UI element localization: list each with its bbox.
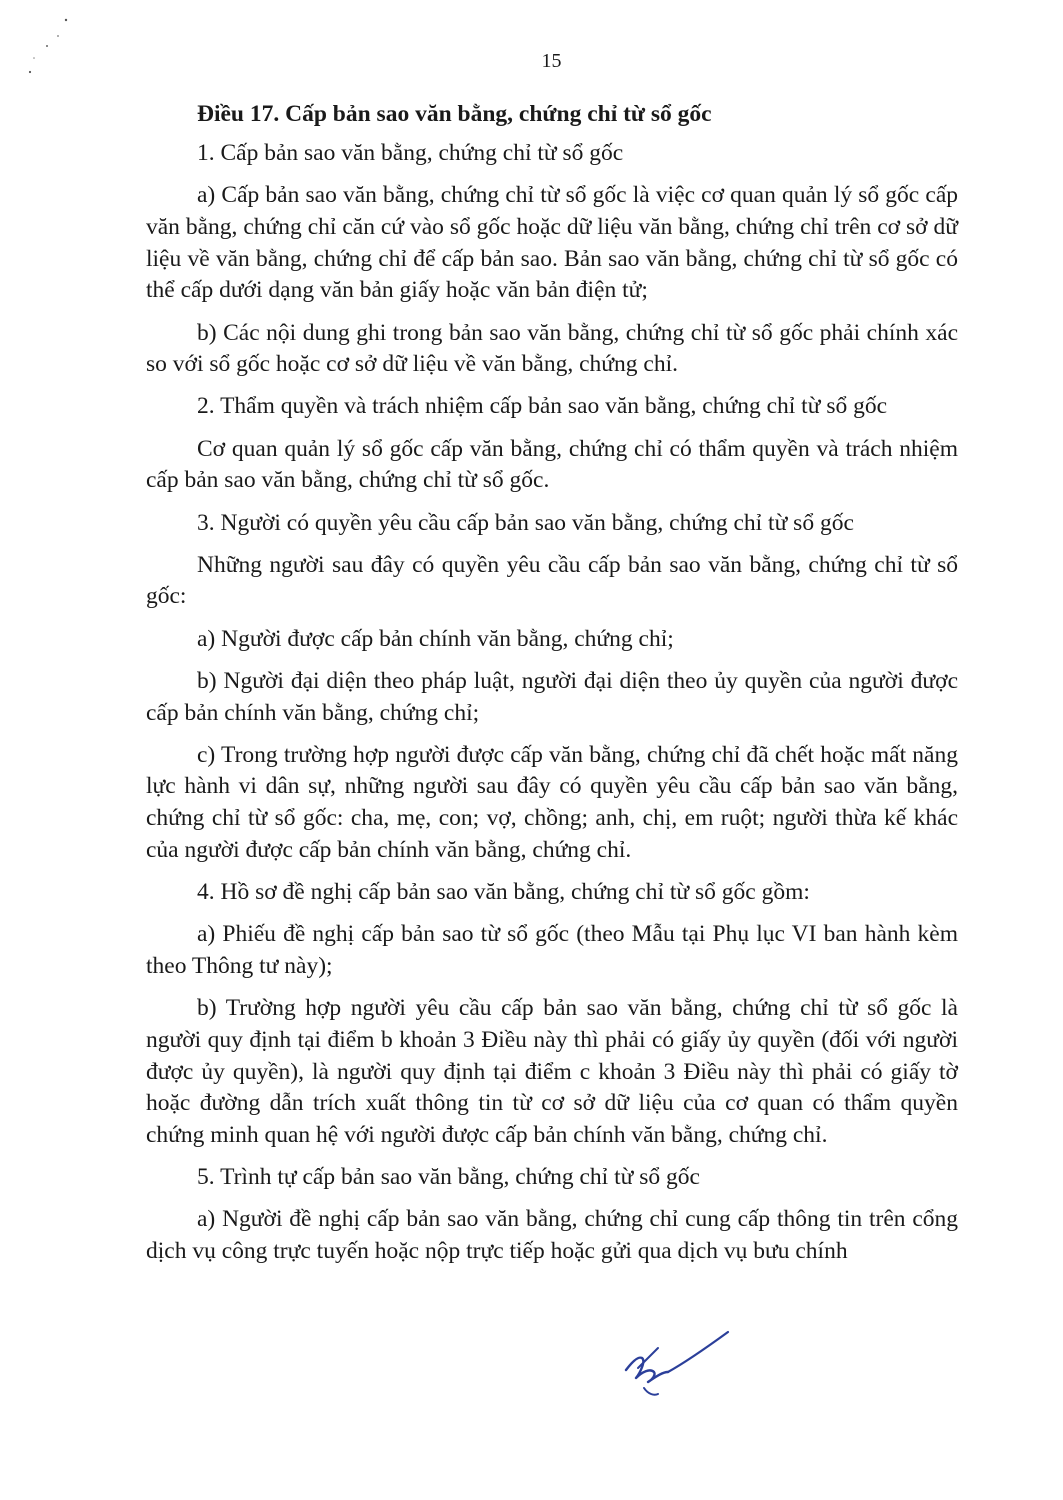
paragraph: b) Các nội dung ghi trong bản sao văn bằng, chứng chỉ từ sổ gốc phải chính xác so với sổ gốc hoặc cơ sở dữ liệu về văn bằng, chứng chỉ.	[146, 319, 958, 378]
paragraph: 5. Trình tự cấp bản sao văn bằng, chứng chỉ từ sổ gốc	[197, 1164, 700, 1191]
paragraph: a) Người đề nghị cấp bản sao văn bằng, chứng chỉ cung cấp thông tin trên cổng dịch vụ công trực tuyến hoặc nộp trực tiếp hoặc gửi qua dịch vụ bưu chính	[146, 1206, 958, 1265]
paragraph: b) Người đại diện theo pháp luật, người đại diện theo ủy quyền của người được cấp bản chính văn bằng, chứng chỉ;	[146, 667, 958, 726]
paragraph: a) Cấp bản sao văn bằng, chứng chỉ từ sổ gốc là việc cơ quan quản lý sổ gốc cấp văn bằng, chứng chỉ căn cứ vào sổ gốc hoặc dữ liệu văn bằng, chứng chỉ trên cơ sở dữ liệu về văn bằng, chứng chỉ để cấp bản sao. Bản sao văn bằng, chứng chỉ từ sổ gốc có thể cấp dưới dạng văn bản giấy hoặc văn bản điện tử;	[146, 182, 958, 304]
paragraph: 2. Thẩm quyền và trách nhiệm cấp bản sao văn bằng, chứng chỉ từ sổ gốc	[197, 393, 888, 420]
article-title: Điều 17. Cấp bản sao văn bằng, chứng chỉ từ sổ gốc	[197, 101, 712, 127]
paragraph: c) Trong trường hợp người được cấp văn bằng, chứng chỉ đã chết hoặc mất năng lực hành vi dân sự, những người sau đây có quyền yêu cầu cấp bản sao văn bằng, chứng chỉ từ sổ gốc: cha, mẹ, con; vợ, chồng; anh, chị, em ruột; người thừa kế khác của người được cấp bản chính văn bằng, chứng chỉ.	[146, 741, 958, 863]
paragraph: a) Phiếu đề nghị cấp bản sao từ sổ gốc (theo Mẫu tại Phụ lục VI ban hành kèm theo Thông tư này);	[146, 921, 958, 979]
scan-specks	[20, 14, 80, 84]
paragraph: 3. Người có quyền yêu cầu cấp bản sao văn bằng, chứng chỉ từ sổ gốc	[197, 509, 854, 536]
paragraph: 4. Hồ sơ đề nghị cấp bản sao văn bằng, chứng chỉ từ sổ gốc gồm:	[197, 879, 810, 906]
paragraph: a) Người được cấp bản chính văn bằng, chứng chỉ;	[197, 625, 674, 652]
paragraph: Cơ quan quản lý sổ gốc cấp văn bằng, chứng chỉ có thẩm quyền và trách nhiệm cấp bản sao văn bằng, chứng chỉ từ sổ gốc.	[146, 435, 958, 494]
paragraph: b) Trường hợp người yêu cầu cấp bản sao văn bằng, chứng chỉ từ sổ gốc là người quy định tại điểm b khoản 3 Điều này thì phải có giấy ủy quyền (đối với người được ủy quyền), là người quy định tại điểm c khoản 3 Điều này thì phải có giấy tờ hoặc đường dẫn trích xuất thông tin từ cơ sở dữ liệu của cơ quan có thẩm quyền chứng minh quan hệ với người được cấp bản chính văn bằng, chứng chỉ.	[146, 995, 958, 1148]
paragraph: 1. Cấp bản sao văn bằng, chứng chỉ từ sổ gốc	[197, 140, 624, 166]
signature-icon	[618, 1328, 738, 1403]
paragraph: Những người sau đây có quyền yêu cầu cấp bản sao văn bằng, chứng chỉ từ sổ gốc:	[146, 551, 958, 610]
page-number: 15	[541, 50, 562, 72]
document-body	[146, 98, 958, 1278]
